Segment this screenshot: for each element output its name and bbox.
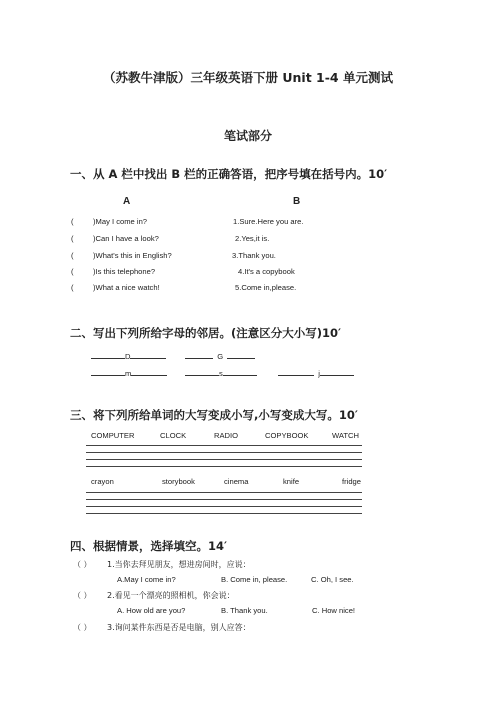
option-b: B. Come in, please. xyxy=(221,575,288,584)
answer-blank[interactable] xyxy=(278,366,314,376)
column-b-header: B xyxy=(293,196,301,207)
letter-group-4 xyxy=(185,366,257,378)
word-clock: CLOCK xyxy=(160,431,187,440)
given-letter: D xyxy=(125,352,131,361)
section1-heading: 一、从 A 栏中找出 B 栏的正确答语，把序号填在括号内。10′ xyxy=(70,167,388,181)
page-title: （苏教牛津版）三年级英语下册 Unit 1-4 单元测试 xyxy=(103,70,393,85)
writing-line[interactable] xyxy=(86,513,362,514)
question-a: )May I come in? xyxy=(93,217,148,226)
option-a: A. How old are you? xyxy=(117,606,186,615)
answer-paren[interactable]: ( xyxy=(71,251,74,260)
word-fridge: fridge xyxy=(342,477,361,486)
option-c: C. Oh, I see. xyxy=(311,575,354,584)
writing-line[interactable] xyxy=(86,499,362,500)
option-c: C. How nice! xyxy=(312,606,356,615)
answer-blank[interactable] xyxy=(185,366,219,376)
question-text: 1.当你去拜见朋友，想进房间时，应说： xyxy=(107,560,251,569)
answer-b: 2.Yes,it is. xyxy=(235,234,270,243)
answer-paren[interactable]: （ ） xyxy=(73,560,92,569)
answer-blank[interactable] xyxy=(320,366,354,376)
question-a: )Can I have a look? xyxy=(93,234,159,243)
answer-paren[interactable]: （ ） xyxy=(73,623,92,632)
answer-blank[interactable] xyxy=(223,366,257,376)
word-crayon: crayon xyxy=(91,477,114,486)
writing-line[interactable] xyxy=(86,459,362,460)
word-radio: RADIO xyxy=(214,431,239,440)
given-letter: j xyxy=(318,369,320,378)
section3-heading: 三、将下列所给单词的大写变成小写,小写变成大写。10′ xyxy=(70,408,358,422)
letter-group-2 xyxy=(185,349,255,361)
word-storybook: storybook xyxy=(162,477,195,486)
writing-line[interactable] xyxy=(86,452,362,453)
answer-blank[interactable] xyxy=(91,349,125,359)
question-a: )What a nice watch! xyxy=(93,283,160,292)
answer-blank[interactable] xyxy=(131,366,167,376)
given-letter: m xyxy=(125,369,132,378)
answer-paren[interactable]: ( xyxy=(71,267,74,276)
answer-b: 5.Come in,please. xyxy=(235,283,297,292)
word-cinema: cinema xyxy=(224,477,249,486)
word-knife: knife xyxy=(283,477,300,486)
answer-b: 1.Sure.Here you are. xyxy=(233,217,304,226)
question-text: 3.询问某件东西是否是电脑，别人应答： xyxy=(107,623,251,632)
answer-blank[interactable] xyxy=(91,366,125,376)
answer-b: 3.Thank you. xyxy=(232,251,276,260)
option-b: B. Thank you. xyxy=(221,606,268,615)
option-a: A.May I come in? xyxy=(117,575,176,584)
answer-paren[interactable]: （ ） xyxy=(73,591,92,600)
writing-line[interactable] xyxy=(86,492,362,493)
question-a: )Is this telephone? xyxy=(93,267,156,276)
answer-b: 4.It's a copybook xyxy=(238,267,295,276)
question-a: )What's this in English? xyxy=(93,251,172,260)
written-part-heading: 笔试部分 xyxy=(223,129,272,143)
letter-group-1 xyxy=(91,349,166,361)
answer-blank[interactable] xyxy=(227,349,255,359)
column-a-header: A xyxy=(123,196,131,207)
question-text: 2.看见一个漂亮的照相机，你会说： xyxy=(107,591,235,600)
given-letter: G xyxy=(217,352,224,361)
answer-blank[interactable] xyxy=(185,349,213,359)
given-letter: s xyxy=(219,369,223,378)
answer-paren[interactable]: ( xyxy=(71,234,74,243)
word-computer: COMPUTER xyxy=(91,431,135,440)
section2-heading: 二、写出下列所给字母的邻居。(注意区分大小写)10′ xyxy=(70,326,342,340)
writing-line[interactable] xyxy=(86,506,362,507)
section4-heading: 四、根据情景，选择填空。14′ xyxy=(70,539,228,553)
letter-group-3 xyxy=(91,366,167,378)
answer-paren[interactable]: ( xyxy=(71,283,74,292)
writing-line[interactable] xyxy=(86,466,362,467)
word-watch: WATCH xyxy=(332,431,359,440)
word-copybook: COPYBOOK xyxy=(265,431,309,440)
writing-line[interactable] xyxy=(86,445,362,446)
letter-group-5 xyxy=(278,366,354,378)
answer-paren[interactable]: ( xyxy=(71,217,74,226)
answer-blank[interactable] xyxy=(130,349,166,359)
